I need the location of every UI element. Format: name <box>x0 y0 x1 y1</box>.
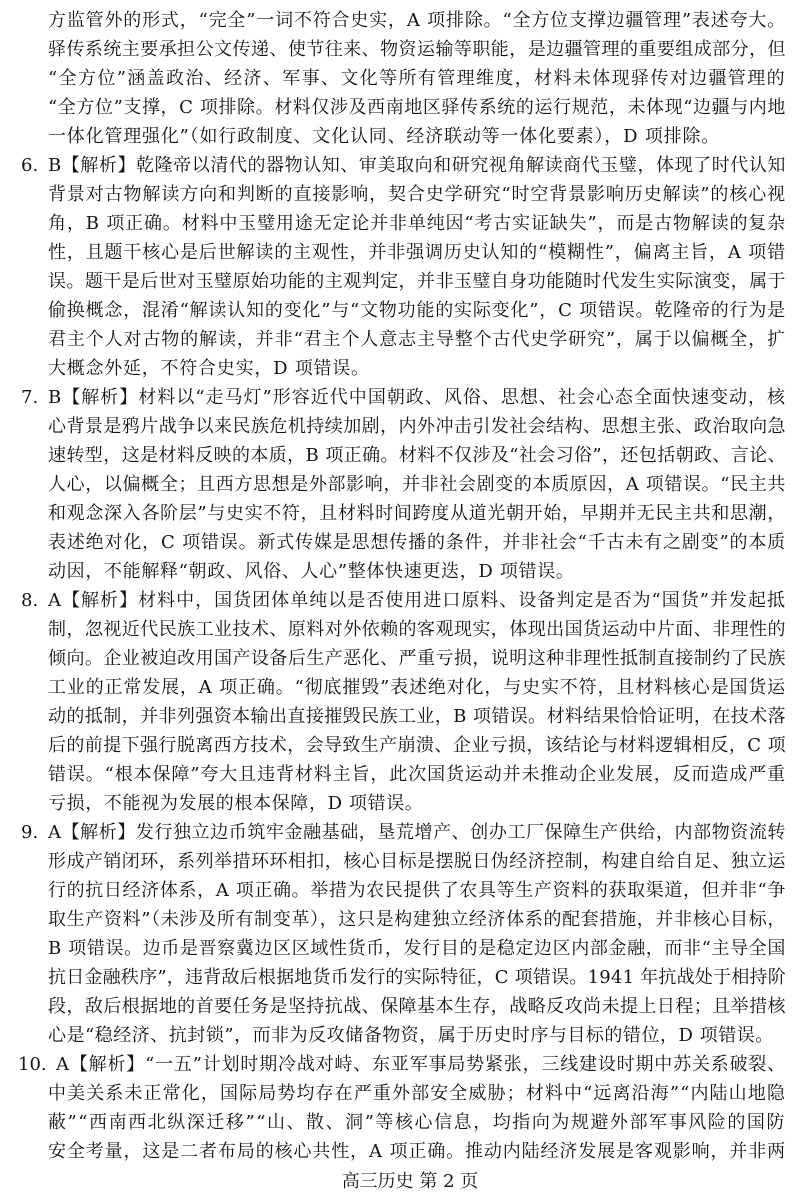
line-text: 工业的正常发展，A 项正确。“彻底摧毁”表述绝对化，与史实不符，且材料核心是国货运 <box>48 677 786 698</box>
text-line <box>48 760 786 789</box>
text-line <box>48 1137 786 1166</box>
text-line <box>48 615 786 644</box>
text-line <box>48 702 786 731</box>
analysis-label: 【解析】 <box>62 590 139 611</box>
line-text-body: 材料以“走马灯”形容近代中国朝政、风俗、思想、社会心态全面快速变动，核 <box>138 387 786 408</box>
text-line <box>48 934 786 963</box>
line-text: 误。题干是后世对玉璧原始功能的主观判定，并非玉璧自身功能随时代发生实际演变，属于 <box>48 271 786 292</box>
text-line <box>48 470 786 499</box>
answer-letter: A <box>48 822 62 843</box>
answer-letter: A <box>56 1054 70 1075</box>
line-text: 心背景是鸦片战争以来民族危机持续加剧，内外冲击引发社会结构、思想主张、政治取向急 <box>48 416 786 437</box>
line-text: 性，且题干核心是后世解读的主观性，并非强调历史认知的“模糊性”，偏离主旨，A 项错 <box>48 242 786 263</box>
line-text-body: 乾隆帝以清代的器物认知、审美取向和研究视角解读商代玉璧，体现了时代认知 <box>136 155 786 176</box>
line-text: 大概念外延，不符合史实，D 项错误。 <box>48 358 370 379</box>
line-text: 抗日金融秩序”，违背敌后根据地货币发行的实际特征，C 项错误。1941 年抗战处于相持阶 <box>48 967 786 988</box>
text-line <box>48 963 786 992</box>
text-line <box>48 731 786 760</box>
text-line <box>48 180 786 209</box>
item-number: 6. <box>21 155 39 176</box>
text-line <box>48 847 786 876</box>
text-line <box>48 528 786 557</box>
line-text <box>48 387 786 408</box>
line-text: 倾向。企业被迫改用国产设备后生产恶化、严重亏损，说明这种非理性抵制直接制约了民族 <box>48 648 786 669</box>
text-line <box>48 151 786 180</box>
text-line <box>48 296 786 325</box>
answer-letter: B <box>48 155 62 176</box>
text-line <box>48 905 786 934</box>
item-number: 7. <box>21 387 39 408</box>
line-text: 君主个人对古物的解读，并非“君主个人意志主导整个古代史学研究”，属于以偏概全，扩 <box>48 329 786 350</box>
line-text <box>48 590 786 611</box>
text-line <box>48 673 786 702</box>
analysis-label: 【解析】 <box>61 822 136 843</box>
text-line <box>48 35 786 64</box>
answer-explanations <box>18 6 786 1166</box>
line-text: 安全考量，这是二者布局的核心共性，A 项正确。推动内陆经济发展是客观影响，并非两 <box>48 1141 786 1162</box>
line-text: 形成产销闭环，系列举措环环相扣，核心目标是摆脱日伪经济控制，构建自给自足、独立运 <box>48 851 786 872</box>
text-line <box>48 209 786 238</box>
line-text: 错误。“根本保障”夸大且违背材料主旨，此次国货运动并未推动企业发展，反而造成严重 <box>48 764 786 785</box>
text-line <box>48 354 786 383</box>
text-line <box>48 64 786 93</box>
line-text: 亏损，不能视为发展的根本保障，D 项错误。 <box>48 793 424 814</box>
text-line <box>48 267 786 296</box>
line-text: 中美关系未正常化，国际局势均存在严重外部安全威胁；材料中“远离沿海”“内陆山地隐 <box>48 1083 786 1104</box>
line-text: B 项错误。边币是晋察冀边区区域性货币，发行目的是稳定边区内部金融，而非“主导全国 <box>48 938 786 959</box>
analysis-label: 【解析】 <box>61 155 137 176</box>
text-line <box>48 441 786 470</box>
text-line <box>48 499 786 528</box>
text-line <box>48 789 786 818</box>
line-text: 驿传系统主要承担公文传递、使节往来、物资运输等职能，是边疆管理的重要组成部分，但 <box>48 39 786 60</box>
text-line <box>48 1021 786 1050</box>
line-text <box>48 822 786 843</box>
line-text: 后的前提下强行脱离西方技术，会导致生产崩溃、企业亏损，该结论与材料逻辑相反，C 项 <box>48 735 786 756</box>
line-text-body: 材料中，国货团体单纯以是否使用进口原料、设备判定是否为“国货”并发起抵 <box>138 590 786 611</box>
text-line <box>48 1108 786 1137</box>
line-text: 速转型，这是材料反映的本质，B 项正确。材料不仅涉及“社会习俗”，还包括朝政、言论、 <box>48 445 786 466</box>
text-line <box>48 818 786 847</box>
item-number: 8. <box>21 590 39 611</box>
text-line <box>48 557 786 586</box>
answer-item-8 <box>21 586 786 818</box>
text-line <box>48 876 786 905</box>
line-text: 蔽”“西南西北纵深迁移”“山、散、洞”等核心信息，均指向为规避外部军事风险的国防 <box>48 1112 786 1133</box>
answer-letter: B <box>48 387 63 408</box>
text-line <box>48 6 786 35</box>
line-text: 动的抵制，并非列强资本输出直接摧毁民族工业，B 项错误。材料结果恰恰证明，在技术落 <box>48 706 786 727</box>
answer-letter: A <box>48 590 63 611</box>
line-text-body: “一五”计划时期冷战对峙、东亚军事局势紧张，三线建设时期中苏关系破裂、 <box>145 1054 786 1075</box>
text-line <box>48 238 786 267</box>
item-number: 9. <box>21 822 39 843</box>
line-text-body: 发行独立边币筑牢金融基础，垦荒增产、创办工厂保障生产供给，内部物资流转 <box>135 822 786 843</box>
line-text: 人心，以偏概全；且西方思想是外部影响，并非社会剧变的本质原因，A 项错误。“民主共 <box>48 474 786 495</box>
text-line <box>48 122 786 151</box>
line-text: 心是“稳经济、抗封锁”，而非为反攻储备物资，属于历史时序与目标的错位，D 项错误。 <box>48 1025 774 1046</box>
text-line <box>48 1079 786 1108</box>
line-text: 取生产资料”（未涉及所有制变革），这只是构建独立经济体系的配套措施，并非核心目标， <box>48 909 786 930</box>
page-footer: 高三历史 第 2 页 <box>341 1171 479 1192</box>
line-text: 表述绝对化，C 项错误。新式传媒是思想传播的条件，并非社会“千古未有之剧变”的本质 <box>48 532 786 553</box>
analysis-label: 【解析】 <box>69 1054 146 1075</box>
line-text: 方监管外的形式，“完全”一词不符合史实，A 项排除。“全方位支撑边疆管理”表述夸大。 <box>48 10 786 31</box>
text-line <box>48 586 786 615</box>
line-text: 背景对古物解读方向和判断的直接影响，契合史学研究“时空背景影响历史解读”的核心视 <box>48 184 786 205</box>
text-line <box>48 1050 786 1079</box>
text-line <box>48 992 786 1021</box>
answer-item-10 <box>18 1050 786 1166</box>
analysis-label: 【解析】 <box>62 387 139 408</box>
line-text: 角，B 项正确。材料中玉璧用途无定论并非单纯因“考古实证缺失”，而是古物解读的复杂 <box>48 213 786 234</box>
line-text: 动因，不能解释“朝政、风俗、人心”整体快速更迭，D 项错误。 <box>48 561 575 582</box>
text-line <box>48 412 786 441</box>
text-line <box>48 325 786 354</box>
answer-item-7 <box>21 383 786 586</box>
line-text: 偷换概念，混淆“解读认知的变化”与“文物功能的实际变化”，C 项错误。乾隆帝的行为是 <box>48 300 786 321</box>
line-text: 一体化管理强化”（如行政制度、文化认同、经济联动等一体化要素），D 项排除。 <box>48 126 721 147</box>
continued-paragraph <box>48 6 786 151</box>
text-line <box>48 93 786 122</box>
item-number: 10. <box>18 1054 47 1075</box>
text-line <box>48 644 786 673</box>
answer-item-9 <box>21 818 786 1050</box>
line-text <box>48 155 786 176</box>
answer-item-6 <box>21 151 786 383</box>
line-text: “全方位”支撑，C 项排除。材料仅涉及西南地区驿传系统的运行规范，未体现“边疆与内地 <box>48 97 786 118</box>
line-text <box>56 1054 786 1075</box>
line-text: 制，忽视近代民族工业技术、原料对外依赖的客观现实，体现出国货运动中片面、非理性的 <box>48 619 786 640</box>
line-text: 行的抗日经济体系，A 项正确。举措为农民提供了农具等生产资料的获取渠道，但并非“争 <box>48 880 786 901</box>
line-text: 和观念深入各阶层”与史实不符，且材料时间跨度从道光朝开始，早期并无民主共和思潮， <box>48 503 786 524</box>
line-text: “全方位”涵盖政治、经济、军事、文化等所有管理维度，材料未体现驿传对边疆管理的 <box>48 68 786 89</box>
line-text: 段，敌后根据地的首要任务是坚持抗战、保障基本生存，战略反攻尚未提上日程；且举措核 <box>48 996 786 1017</box>
text-line <box>48 383 786 412</box>
